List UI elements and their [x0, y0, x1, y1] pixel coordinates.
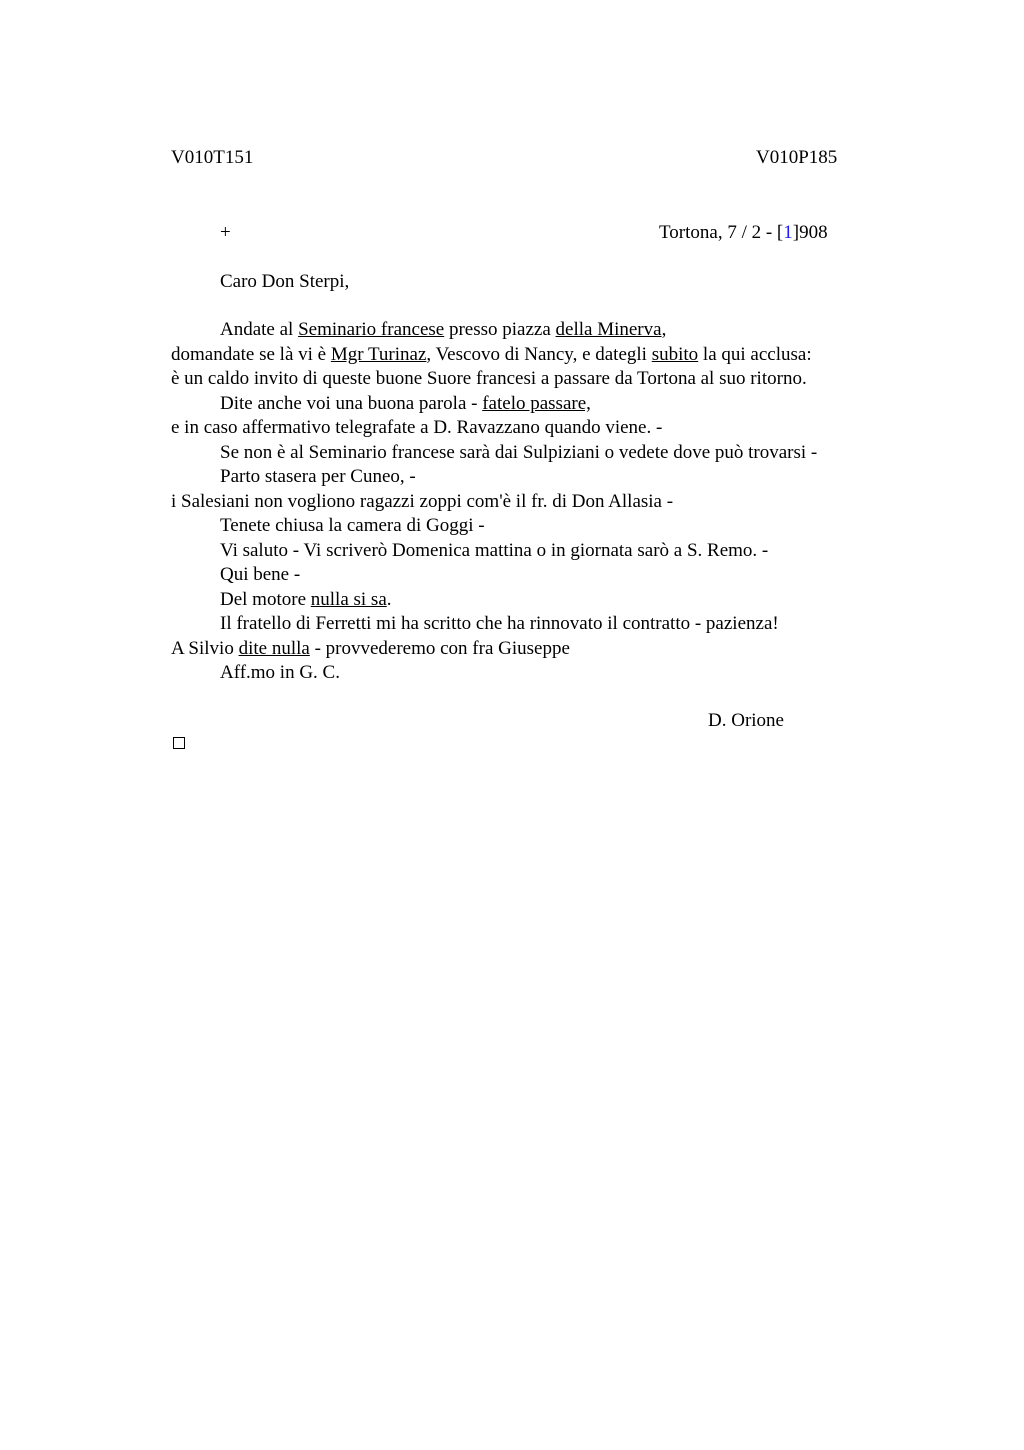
letter-line-4: Dite anche voi una buona parola - fatelo passare,	[220, 393, 591, 414]
salutation: Caro Don Sterpi,	[220, 271, 350, 292]
header-left-code: V010T151	[171, 147, 254, 168]
cross-mark: +	[220, 222, 231, 243]
letter-line-9: Tenete chiusa la camera di Goggi -	[220, 515, 485, 536]
letter-line-7: Parto stasera per Cuneo, -	[220, 466, 416, 487]
letter-line-1: Andate al Seminario francese presso piazza della Minerva,	[220, 319, 667, 340]
letter-line-14: A Silvio dite nulla - provvederemo con fra Giuseppe	[171, 638, 570, 659]
letter-line-11: Qui bene -	[220, 564, 301, 585]
letter-line-15: Aff.mo in G. C.	[220, 662, 340, 683]
header-right-code: V010P185	[756, 147, 838, 168]
letter-line-5: e in caso affermativo telegrafate a D. Ravazzano quando viene. -	[171, 417, 663, 438]
signature: D. Orione	[708, 710, 784, 731]
letter-line-6: Se non è al Seminario francese sarà dai Sulpiziani o vedete dove può trovarsi -	[220, 442, 818, 463]
letter-line-13: Il fratello di Ferretti mi ha scritto che ha rinnovato il contratto - pazienza!	[220, 613, 779, 634]
letter-line-3: è un caldo invito di queste buone Suore francesi a passare da Tortona al suo ritorno.	[171, 368, 807, 389]
letter-line-2: domandate se là vi è Mgr Turinaz, Vescovo di Nancy, e dategli subito la qui acclusa:	[171, 344, 812, 365]
end-square-mark	[173, 737, 185, 749]
letter-line-12: Del motore nulla si sa.	[220, 589, 392, 610]
letter-line-8: i Salesiani non vogliono ragazzi zoppi com'è il fr. di Don Allasia -	[171, 491, 674, 512]
letter-line-10: Vi saluto - Vi scriverò Domenica mattina o in giornata sarò a S. Remo. -	[220, 540, 769, 561]
place-date: Tortona, 7 / 2 - [1]908	[659, 222, 828, 243]
